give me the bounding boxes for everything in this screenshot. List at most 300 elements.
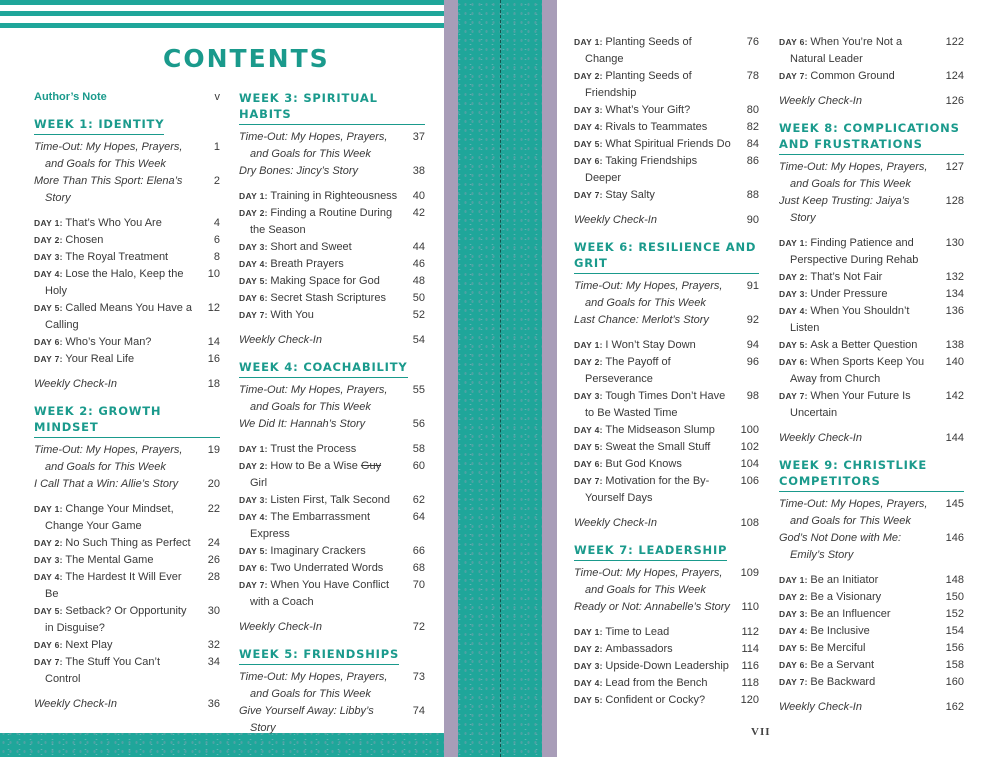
toc-entry xyxy=(239,577,425,611)
entry-text: Breath Prayers xyxy=(270,258,344,270)
toc-entry xyxy=(574,422,759,439)
day-label: DAY 2: xyxy=(574,644,606,654)
toc-entry xyxy=(239,619,425,636)
page-number: 146 xyxy=(945,532,964,544)
day-label: DAY 6: xyxy=(779,37,811,47)
toc-entry xyxy=(779,159,964,193)
entry-title xyxy=(34,552,194,569)
spacer xyxy=(779,85,964,93)
page-number: 8 xyxy=(213,251,220,263)
toc-entry xyxy=(779,68,964,85)
toc-entry xyxy=(239,163,425,180)
page-number: 22 xyxy=(207,503,220,515)
day-label: DAY 5: xyxy=(239,546,271,556)
page-number: 40 xyxy=(412,190,425,202)
entry-title xyxy=(239,239,399,256)
entry-text: The Payoff of Perseverance xyxy=(585,356,671,385)
page-number: 114 xyxy=(741,643,759,655)
page-number: 140 xyxy=(945,356,964,368)
page-number: 120 xyxy=(740,694,759,706)
entry-title xyxy=(239,619,399,636)
toc-entry xyxy=(34,476,220,493)
entry-text: Time-Out: My Hopes, Prayers, and Goals for This Week xyxy=(574,280,723,309)
entry-text: Just Keep Trusting: Jaiya’s Story xyxy=(779,195,910,224)
entry-text: The Midseason Slump xyxy=(605,424,715,436)
day-label: DAY 6: xyxy=(34,337,66,347)
entry-text: Be Backward xyxy=(810,676,876,688)
entry-title xyxy=(779,159,938,193)
day-label: DAY 5: xyxy=(34,606,66,616)
page-number: 132 xyxy=(945,271,964,283)
week-heading xyxy=(239,359,408,378)
day-label: DAY 5: xyxy=(574,695,606,705)
week-heading xyxy=(34,116,164,135)
toc-entry xyxy=(779,530,964,564)
entry-title xyxy=(239,441,399,458)
toc-entry xyxy=(779,623,964,640)
day-label: DAY 4: xyxy=(34,269,66,279)
entry-title xyxy=(574,212,733,229)
toc-entry xyxy=(34,173,220,207)
entry-text: Time-Out: My Hopes, Prayers, and Goals for This Week xyxy=(239,131,388,160)
day-label: DAY 3: xyxy=(34,555,66,565)
entry-title xyxy=(34,334,194,351)
page-number: 138 xyxy=(945,339,964,351)
entry-title xyxy=(574,153,733,187)
toc-entry xyxy=(779,699,964,716)
entry-title xyxy=(34,89,194,106)
day-label: DAY 2: xyxy=(779,272,811,282)
day-label: DAY 7: xyxy=(239,310,271,320)
entry-title xyxy=(34,249,194,266)
entry-title xyxy=(574,675,733,692)
entry-text: Finding Patience and Perspective During Rehab xyxy=(790,237,919,266)
entry-title xyxy=(574,337,733,354)
page-number: 92 xyxy=(746,314,759,326)
day-label: DAY 6: xyxy=(34,640,66,650)
entry-title xyxy=(574,565,733,599)
entry-text: Time-Out: My Hopes, Prayers, and Goals for This Week xyxy=(34,141,183,170)
page-number: 118 xyxy=(741,677,759,689)
page-number: 130 xyxy=(945,237,964,249)
day-label: DAY 3: xyxy=(574,661,606,671)
page-number: 55 xyxy=(412,384,425,396)
toc-entry xyxy=(239,290,425,307)
toc-entry xyxy=(779,93,964,110)
entry-title xyxy=(574,34,733,68)
entry-title xyxy=(34,351,194,368)
toc-entry xyxy=(239,441,425,458)
day-label: DAY 7: xyxy=(34,657,66,667)
entry-text: The Embarrassment Express xyxy=(250,511,371,540)
entry-text: Weekly Check-In xyxy=(779,432,862,444)
toc-entry xyxy=(574,187,759,204)
entry-text: That’s Who You Are xyxy=(65,217,162,229)
entry-text: Secret Stash Scriptures xyxy=(270,292,386,304)
page-number: 110 xyxy=(741,601,759,613)
toc-entry xyxy=(34,139,220,173)
page-number: 104 xyxy=(740,458,759,470)
page-number: 48 xyxy=(412,275,425,287)
page-number: 124 xyxy=(945,70,964,82)
page-number: 112 xyxy=(741,626,759,638)
day-label: DAY 1: xyxy=(574,627,606,637)
spacer xyxy=(574,204,759,212)
day-label: DAY 5: xyxy=(239,276,271,286)
toc-entry xyxy=(574,136,759,153)
entry-text: Time-Out: My Hopes, Prayers, and Goals for This Week xyxy=(239,384,388,413)
page-number: 84 xyxy=(746,138,759,150)
spacer xyxy=(779,422,964,430)
toc-entry xyxy=(34,249,220,266)
page-number: 34 xyxy=(207,656,220,668)
page-number: 30 xyxy=(207,605,220,617)
entry-text: Be an Initiator xyxy=(810,574,879,586)
day-label: DAY 5: xyxy=(574,442,606,452)
entry-title xyxy=(779,657,938,674)
week-heading-text: WEEK 5: FRIENDSHIPS xyxy=(239,647,400,661)
entry-text: Lose the Halo, Keep the Holy xyxy=(45,268,184,297)
entry-text: Be a Servant xyxy=(810,659,874,671)
entry-title xyxy=(574,456,733,473)
entry-text: God’s Not Done with Me: Emily’s Story xyxy=(779,532,902,561)
entry-title xyxy=(779,674,938,691)
toc-entry xyxy=(34,442,220,476)
page-number: 160 xyxy=(945,676,964,688)
toc-column-3 xyxy=(574,34,759,709)
toc-entry xyxy=(34,603,220,637)
entry-title xyxy=(34,442,194,476)
day-label: DAY 3: xyxy=(574,105,606,115)
day-label: DAY 1: xyxy=(34,504,66,514)
toc-entry xyxy=(574,278,759,312)
toc-entry xyxy=(574,337,759,354)
entry-title xyxy=(574,439,733,456)
week-heading-text: WEEK 2: GROWTH MINDSET xyxy=(34,404,162,434)
spacer xyxy=(779,227,964,235)
day-label: DAY 3: xyxy=(779,609,811,619)
entry-text: Last Chance: Merlot’s Story xyxy=(574,314,709,326)
left-page-edge xyxy=(444,0,458,757)
toc-entry xyxy=(34,569,220,603)
entry-title xyxy=(239,163,399,180)
page-number: 12 xyxy=(207,302,220,314)
entry-text: Making Space for God xyxy=(270,275,380,287)
entry-title: DAY 2: How to Be a Wise Guy Girl xyxy=(239,460,382,489)
day-label: DAY 2: xyxy=(574,71,606,81)
entry-title xyxy=(239,669,399,703)
page-number: 72 xyxy=(412,621,425,633)
entry-title xyxy=(34,476,194,493)
page-number: 58 xyxy=(412,443,425,455)
entry-title xyxy=(34,139,194,173)
page-number: 122 xyxy=(945,36,964,48)
page-number: 64 xyxy=(412,511,425,523)
week-heading-text: WEEK 1: IDENTITY xyxy=(34,117,165,131)
page-number: 68 xyxy=(412,562,425,574)
page-number: 154 xyxy=(945,625,964,637)
page-number: 42 xyxy=(412,207,425,219)
entry-title xyxy=(239,332,399,349)
page-number: v xyxy=(214,91,220,103)
page-number: 6 xyxy=(213,234,220,246)
entry-title xyxy=(34,603,194,637)
entry-title xyxy=(34,501,194,535)
entry-text: Be an Influencer xyxy=(810,608,891,620)
entry-title xyxy=(574,388,733,422)
page-number: 66 xyxy=(412,545,425,557)
page-number: 4 xyxy=(213,217,220,229)
week-heading-text: WEEK 4: COACHABILITY xyxy=(239,360,408,374)
entry-title xyxy=(779,337,938,354)
toc-entry xyxy=(239,205,425,239)
entry-title xyxy=(239,205,399,239)
page-number: 32 xyxy=(207,639,220,651)
entry-text: Imaginary Crackers xyxy=(270,545,366,557)
entry-text: Ambassadors xyxy=(605,643,673,655)
toc-entry xyxy=(34,654,220,688)
week-heading-text: WEEK 9: CHRISTLIKE COMPETITORS xyxy=(779,458,928,488)
day-label: DAY 3: xyxy=(34,252,66,262)
toc-entry xyxy=(574,102,759,119)
page-number: 37 xyxy=(412,131,425,143)
entry-text: What’s Your Gift? xyxy=(605,104,691,116)
toc-entry xyxy=(239,382,425,416)
entry-title xyxy=(239,416,399,433)
day-label: DAY 7: xyxy=(779,677,811,687)
entry-title xyxy=(239,129,399,163)
toc-entry xyxy=(239,129,425,163)
day-label: DAY 1: xyxy=(239,444,271,454)
day-label: DAY 1: xyxy=(574,340,606,350)
toc-entry xyxy=(34,501,220,535)
entry-text: Time-Out: My Hopes, Prayers, and Goals for This Week xyxy=(779,161,928,190)
toc-column-1 xyxy=(34,89,220,713)
toc-entry xyxy=(239,492,425,509)
entry-text: Ready or Not: Annabelle’s Story xyxy=(574,601,730,613)
right-page-edge xyxy=(542,0,557,757)
toc-entry xyxy=(239,332,425,349)
entry-title xyxy=(779,699,938,716)
page-number: 100 xyxy=(740,424,759,436)
toc-entry xyxy=(34,334,220,351)
entry-title xyxy=(779,34,938,68)
page-number: 80 xyxy=(746,104,759,116)
page-number: 44 xyxy=(412,241,425,253)
entry-text: Be Merciful xyxy=(810,642,866,654)
entry-text: When You Have Conflict with a Coach xyxy=(250,579,390,608)
toc-entry xyxy=(34,266,220,300)
entry-title xyxy=(574,119,733,136)
left-page xyxy=(0,0,444,733)
page-number: 16 xyxy=(207,353,220,365)
page-number: 24 xyxy=(207,537,220,549)
toc-entry xyxy=(779,674,964,691)
entry-text: Author’s Note xyxy=(34,91,107,103)
entry-text: What Spiritual Friends Do xyxy=(605,138,731,150)
page-number: 26 xyxy=(207,554,220,566)
entry-title xyxy=(779,269,938,286)
entry-text: When You Shouldn’t Listen xyxy=(790,305,910,334)
entry-title xyxy=(574,278,733,312)
day-label: DAY 1: xyxy=(574,37,606,47)
entry-text: Time-Out: My Hopes, Prayers, and Goals for This Week xyxy=(239,671,388,700)
day-label: DAY 6: xyxy=(779,357,811,367)
page-number: 156 xyxy=(945,642,964,654)
toc-entry xyxy=(34,232,220,249)
page-number: 54 xyxy=(412,334,425,346)
entry-title xyxy=(779,589,938,606)
spacer xyxy=(779,564,964,572)
entry-text: Upside-Down Leadership xyxy=(605,660,729,672)
toc-entry xyxy=(239,669,425,703)
page-number: 148 xyxy=(945,574,964,586)
entry-title xyxy=(239,543,399,560)
toc-entry xyxy=(239,416,425,433)
toc-entry xyxy=(779,589,964,606)
entry-text: The Hardest It Will Ever Be xyxy=(45,571,182,600)
entry-title xyxy=(239,382,399,416)
day-label: DAY 6: xyxy=(239,563,271,573)
page-number: 56 xyxy=(412,418,425,430)
entry-title xyxy=(239,492,399,509)
entry-text: Time-Out: My Hopes, Prayers, and Goals for This Week xyxy=(574,567,723,596)
entry-title xyxy=(574,312,733,329)
page-number: 36 xyxy=(207,698,220,710)
toc-entry xyxy=(779,640,964,657)
toc-entry xyxy=(779,388,964,422)
toc-entry xyxy=(574,312,759,329)
spacer xyxy=(34,368,220,376)
entry-text: Weekly Check-In xyxy=(779,701,862,713)
entry-title xyxy=(779,303,938,337)
toc-entry xyxy=(574,473,759,507)
header-stripes xyxy=(0,0,444,32)
entry-text: That’s Not Fair xyxy=(810,271,883,283)
toc-entry xyxy=(574,439,759,456)
entry-text: Called Means You Have a Calling xyxy=(45,302,192,331)
day-label: DAY 4: xyxy=(574,425,606,435)
page-number: 18 xyxy=(207,378,220,390)
toc-entry xyxy=(574,692,759,709)
toc-entry xyxy=(239,307,425,324)
day-label: DAY 7: xyxy=(34,354,66,364)
toc-column-2 xyxy=(239,80,425,737)
toc-entry xyxy=(239,239,425,256)
entry-text: Weekly Check-In xyxy=(34,378,117,390)
page-title: CONTENTS xyxy=(163,44,330,73)
entry-title xyxy=(34,266,194,300)
toc-entry xyxy=(779,337,964,354)
toc-entry xyxy=(34,535,220,552)
toc-entry xyxy=(34,351,220,368)
week-heading xyxy=(239,90,425,125)
toc-entry xyxy=(574,515,759,532)
entry-title xyxy=(779,235,938,269)
entry-text: Weekly Check-In xyxy=(239,334,322,346)
day-label: DAY 1: xyxy=(34,218,66,228)
toc-entry xyxy=(779,606,964,623)
page-number: 60 xyxy=(412,460,425,472)
toc-entry xyxy=(239,273,425,290)
page-number: 76 xyxy=(746,36,759,48)
entry-title xyxy=(239,703,399,737)
entry-text: Rivals to Teammates xyxy=(605,121,708,133)
entry-text: No Such Thing as Perfect xyxy=(65,537,191,549)
page-number: 96 xyxy=(746,356,759,368)
entry-title xyxy=(574,692,733,709)
entry-text: Tough Times Don’t Have to Be Wasted Time xyxy=(585,390,726,419)
entry-text: Weekly Check-In xyxy=(574,517,657,529)
page-number: 98 xyxy=(746,390,759,402)
day-label: DAY 6: xyxy=(574,459,606,469)
toc-entry xyxy=(779,34,964,68)
page-number: 150 xyxy=(945,591,964,603)
day-label: DAY 4: xyxy=(239,512,271,522)
entry-title xyxy=(239,509,399,543)
day-label: DAY 5: xyxy=(779,340,811,350)
entry-title xyxy=(574,136,733,153)
page-number: 94 xyxy=(746,339,759,351)
page-number: 126 xyxy=(945,95,964,107)
entry-title xyxy=(239,256,399,273)
day-label: DAY 3: xyxy=(574,391,606,401)
entry-text: Sweat the Small Stuff xyxy=(605,441,711,453)
toc-entry xyxy=(239,543,425,560)
page-number: 144 xyxy=(945,432,964,444)
page-number: 158 xyxy=(945,659,964,671)
day-label: DAY 3: xyxy=(239,495,271,505)
entry-text: Finding a Routine During the Season xyxy=(250,207,393,236)
week-heading-text: WEEK 3: SPIRITUAL HABITS xyxy=(239,91,378,121)
entry-title xyxy=(779,68,938,85)
toc-entry xyxy=(574,658,759,675)
entry-text: I Call That a Win: Allie’s Story xyxy=(34,478,179,490)
toc-entry xyxy=(574,599,759,616)
page-number: 142 xyxy=(945,390,964,402)
toc-entry xyxy=(574,68,759,102)
week-heading-text: WEEK 6: RESILIENCE AND GRIT xyxy=(574,240,757,270)
page-number: 10 xyxy=(207,268,220,280)
entry-title xyxy=(34,654,194,688)
toc-entry xyxy=(574,212,759,229)
entry-text: Taking Friendships Deeper xyxy=(585,155,698,184)
spacer xyxy=(239,180,425,188)
entry-text: Lead from the Bench xyxy=(605,677,708,689)
day-label: DAY 2: xyxy=(34,538,66,548)
entry-text: Training in Righteousness xyxy=(270,190,398,202)
entry-title xyxy=(34,696,194,713)
page-number: 108 xyxy=(740,517,759,529)
spacer xyxy=(34,207,220,215)
page-number: 152 xyxy=(945,608,964,620)
day-label: DAY 5: xyxy=(779,643,811,653)
entry-title xyxy=(574,473,733,507)
entry-title xyxy=(779,286,938,303)
spacer xyxy=(574,329,759,337)
toc-entry xyxy=(34,376,220,393)
entry-text: The Royal Treatment xyxy=(65,251,169,263)
entry-title xyxy=(239,273,399,290)
day-label: DAY 6: xyxy=(574,156,606,166)
entry-title xyxy=(34,232,194,249)
entry-title xyxy=(239,188,399,205)
entry-title xyxy=(239,307,399,324)
day-label: DAY 6: xyxy=(239,293,271,303)
day-label: DAY 2: xyxy=(34,235,66,245)
week-heading xyxy=(574,542,727,561)
toc-entry xyxy=(779,286,964,303)
